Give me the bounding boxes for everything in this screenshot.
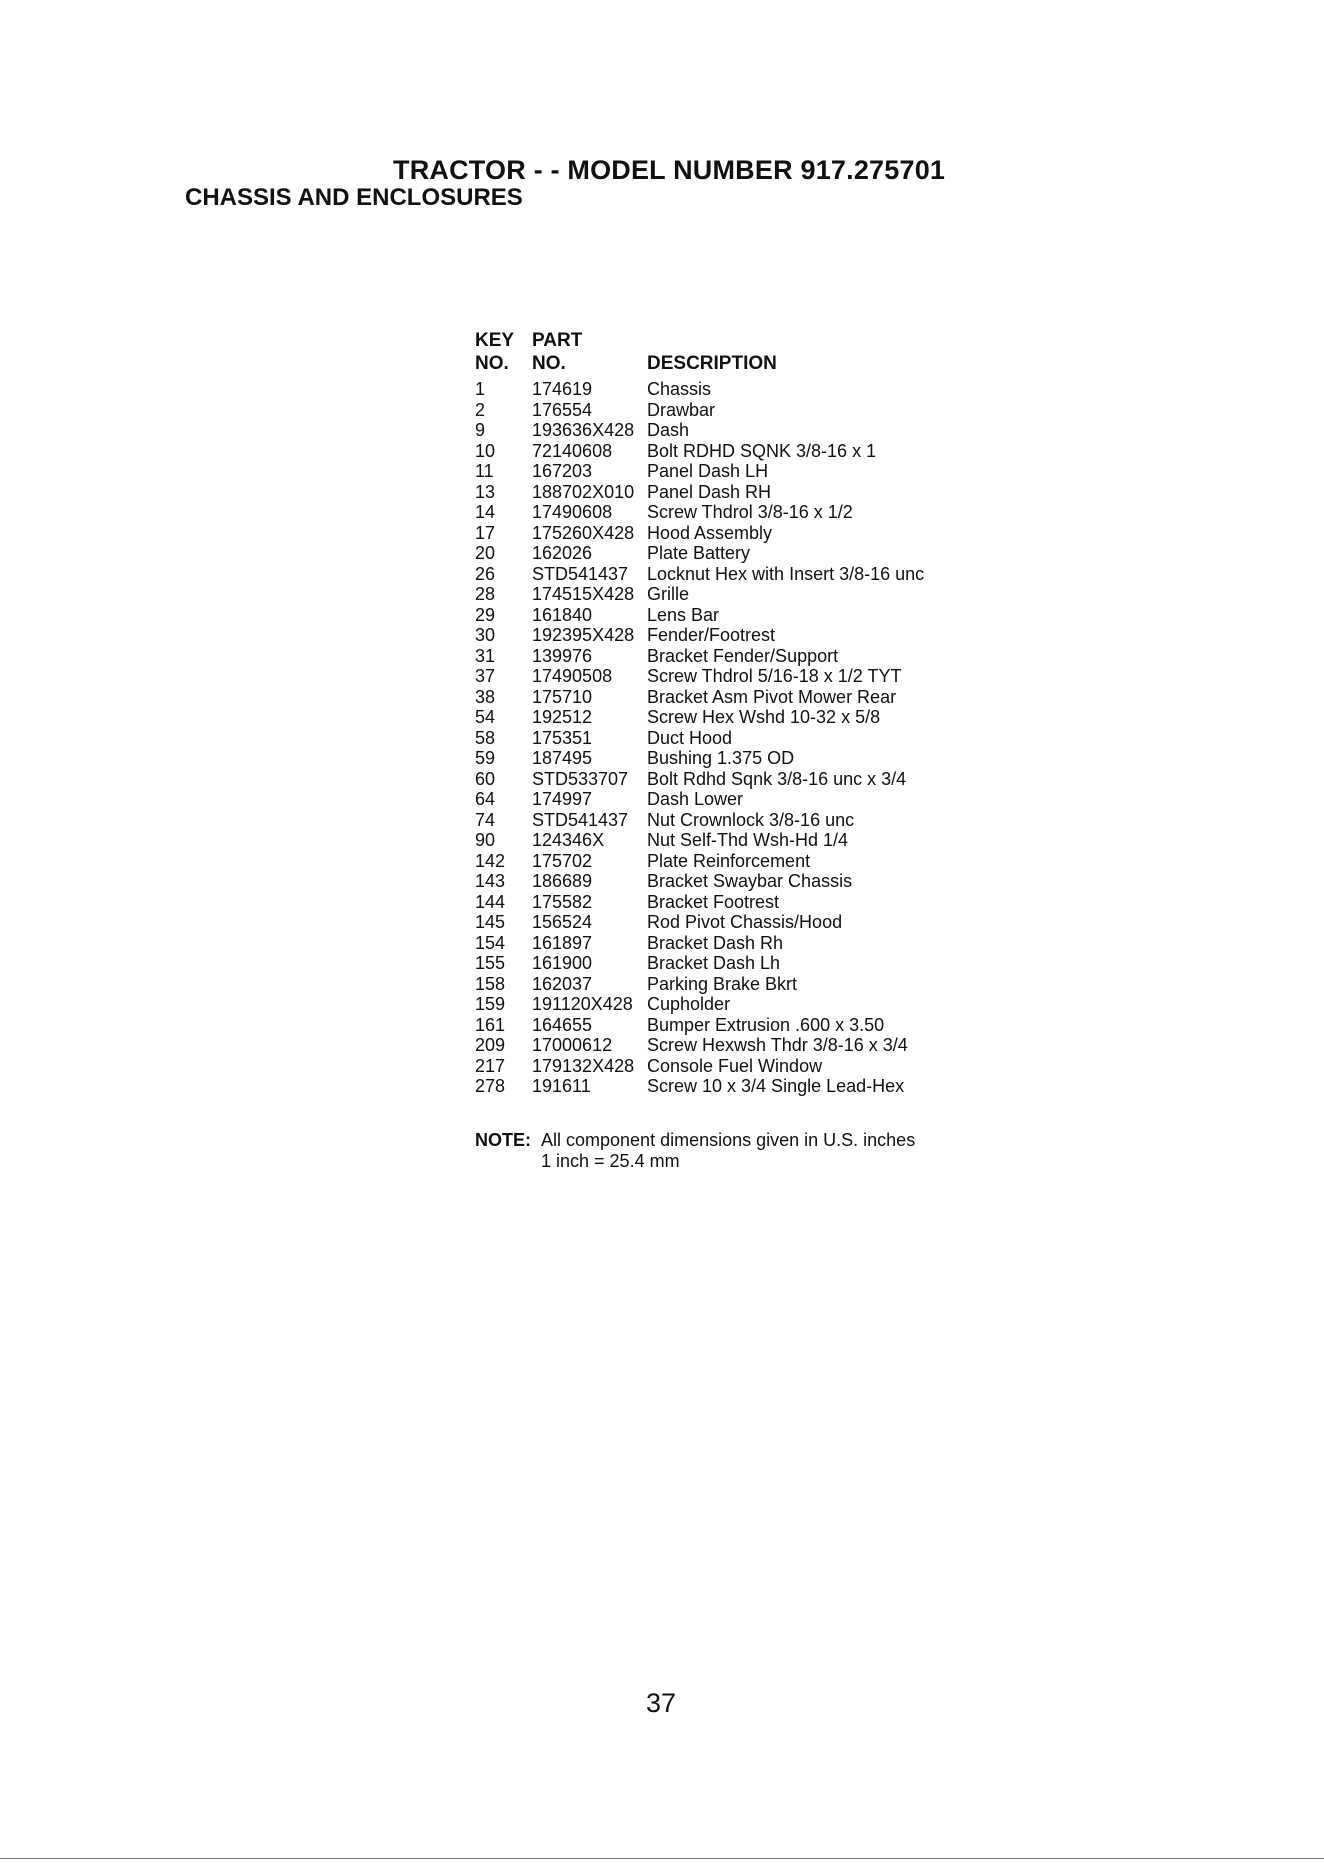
key-cell: 144 (475, 891, 506, 912)
header-part-line2: NO. (532, 353, 566, 374)
key-cell: 10 (475, 440, 496, 461)
key-cell: 14 (475, 502, 496, 522)
key-cell: 37 (475, 666, 496, 686)
header-key-line2: NO. (475, 353, 509, 374)
description-cell: Locknut Hex with Insert 3/8-16 unc (647, 563, 925, 584)
table-row (475, 974, 924, 995)
parts-table (475, 330, 924, 1097)
part-number-cell: 17490508 (532, 666, 613, 686)
header-part-line1: PART (532, 330, 583, 351)
key-cell: 1 (475, 379, 486, 399)
table-row (475, 1035, 924, 1056)
key-cell: 17 (475, 522, 496, 543)
key-cell: 31 (475, 645, 496, 666)
table-row (475, 789, 924, 810)
table-row (475, 810, 924, 831)
key-cell: 38 (475, 686, 496, 707)
bottom-rule (0, 1858, 1324, 1859)
key-cell: 30 (475, 625, 496, 645)
key-cell: 145 (475, 912, 506, 932)
header-key-line1: KEY (475, 330, 515, 351)
key-cell: 74 (475, 809, 496, 830)
key-cell: 161 (475, 1014, 506, 1035)
key-cell: 90 (475, 830, 496, 850)
description-cell: Lens Bar (647, 604, 720, 625)
description-cell: Dash Lower (647, 789, 744, 809)
description-cell: Duct Hood (647, 727, 733, 748)
table-row (475, 482, 924, 503)
table-row (475, 953, 924, 974)
table-row (475, 994, 924, 1015)
table-row (475, 625, 924, 646)
part-number-cell: 188702X010 (532, 481, 635, 502)
part-number-cell: 162037 (532, 973, 593, 994)
part-number-cell: 191611 (532, 1076, 591, 1096)
key-cell: 26 (475, 563, 496, 584)
parts-table-header (475, 330, 924, 376)
part-number-cell: 174997 (532, 789, 593, 809)
part-number-cell: 175351 (532, 727, 593, 748)
key-cell: 155 (475, 953, 506, 973)
key-cell: 54 (475, 707, 496, 727)
key-cell: 58 (475, 727, 496, 748)
key-cell: 158 (475, 973, 506, 994)
page-number: 37 (646, 1688, 677, 1718)
part-number-cell: STD533707 (532, 768, 629, 789)
description-cell: Screw Thdrol 5/16-18 x 1/2 TYT (647, 666, 902, 686)
table-row (475, 1076, 924, 1097)
table-row (475, 687, 924, 708)
description-cell: Bracket Footrest (647, 891, 780, 912)
table-row (475, 1056, 924, 1077)
description-cell: Screw Thdrol 3/8-16 x 1/2 (647, 502, 853, 522)
part-number-cell: 162026 (532, 543, 593, 563)
key-cell: 11 (475, 461, 494, 481)
key-cell: 59 (475, 748, 496, 768)
description-cell: Rod Pivot Chassis/Hood (647, 912, 843, 932)
part-number-cell: 191120X428 (532, 994, 633, 1014)
table-row (475, 523, 924, 544)
description-cell: Bracket Asm Pivot Mower Rear (647, 686, 897, 707)
description-cell: Bracket Dash Rh (647, 932, 784, 953)
part-number-cell: 174515X428 (532, 584, 635, 604)
part-number-cell: 179132X428 (532, 1055, 635, 1076)
description-cell: Cupholder (647, 994, 731, 1014)
key-cell: 209 (475, 1035, 506, 1055)
table-row (475, 728, 924, 749)
table-row (475, 769, 924, 790)
table-row (475, 543, 924, 564)
part-number-cell: 192395X428 (532, 625, 635, 645)
description-cell: Screw Hexwsh Thdr 3/8-16 x 3/4 (647, 1035, 908, 1055)
table-row (475, 830, 924, 851)
table-row (475, 851, 924, 872)
part-number-cell: 17000612 (532, 1035, 613, 1055)
table-row (475, 871, 924, 892)
key-cell: 20 (475, 543, 496, 563)
table-row (475, 666, 924, 687)
note-line1: All component dimensions given in U.S. inches (541, 1130, 916, 1150)
table-row (475, 502, 924, 523)
part-number-cell: 72140608 (532, 440, 613, 461)
description-cell: Bracket Swaybar Chassis (647, 871, 853, 891)
table-row (475, 564, 924, 585)
part-number-cell: STD541437 (532, 563, 629, 584)
header-description: DESCRIPTION (647, 353, 777, 374)
part-number-cell: 161840 (532, 604, 593, 625)
key-cell: 143 (475, 871, 506, 891)
description-cell: Grille (647, 584, 690, 604)
key-cell: 64 (475, 789, 496, 809)
description-cell: Nut Crownlock 3/8-16 unc (647, 809, 855, 830)
key-cell: 278 (475, 1076, 506, 1096)
key-cell: 154 (475, 932, 506, 953)
table-row (475, 400, 924, 421)
note-block (475, 1130, 915, 1172)
part-number-cell: 167203 (532, 461, 593, 481)
table-row (475, 584, 924, 605)
part-number-cell: 176554 (532, 399, 593, 420)
part-number-cell: 187495 (532, 748, 593, 768)
part-number-cell: 174619 (532, 379, 593, 399)
part-number-cell: 156524 (532, 912, 593, 932)
part-number-cell: 161897 (532, 932, 593, 953)
description-cell: Drawbar (647, 399, 716, 420)
part-number-cell: STD541437 (532, 809, 629, 830)
description-cell: Hood Assembly (647, 522, 773, 543)
part-number-cell: 192512 (532, 707, 593, 727)
part-number-cell: 186689 (532, 871, 593, 891)
table-row (475, 441, 924, 462)
table-row (475, 912, 924, 933)
table-row (475, 646, 924, 667)
key-cell: 13 (475, 481, 496, 502)
table-row (475, 379, 924, 400)
description-cell: Bracket Fender/Support (647, 645, 839, 666)
key-cell: 28 (475, 584, 496, 604)
description-cell: Screw 10 x 3/4 Single Lead-Hex (647, 1076, 905, 1096)
table-row (475, 1015, 924, 1036)
description-cell: Panel Dash LH (647, 461, 769, 481)
part-number-cell: 193636X428 (532, 420, 635, 440)
key-cell: 9 (475, 420, 486, 440)
table-row (475, 420, 924, 441)
part-number-cell: 124346X (532, 830, 605, 850)
part-number-cell: 139976 (532, 645, 593, 666)
key-cell: 29 (475, 604, 496, 625)
key-cell: 2 (475, 399, 486, 420)
table-row (475, 605, 924, 626)
table-row (475, 892, 924, 913)
key-cell: 60 (475, 768, 496, 789)
description-cell: Console Fuel Window (647, 1055, 823, 1076)
description-cell: Nut Self-Thd Wsh-Hd 1/4 (647, 830, 849, 850)
description-cell: Bracket Dash Lh (647, 953, 781, 973)
table-row (475, 933, 924, 954)
section-subtitle: CHASSIS AND ENCLOSURES (185, 184, 523, 211)
description-cell: Plate Reinforcement (647, 850, 811, 871)
description-cell: Dash (647, 420, 690, 440)
description-cell: Plate Battery (647, 543, 751, 563)
key-cell: 159 (475, 994, 506, 1014)
part-number-cell: 175582 (532, 891, 593, 912)
key-cell: 142 (475, 850, 506, 871)
description-cell: Bolt RDHD SQNK 3/8-16 x 1 (647, 440, 877, 461)
description-cell: Parking Brake Bkrt (647, 973, 798, 994)
description-cell: Bumper Extrusion .600 x 3.50 (647, 1014, 885, 1035)
part-number-cell: 17490608 (532, 502, 613, 522)
table-row (475, 748, 924, 769)
note-line2: 1 inch = 25.4 mm (541, 1151, 680, 1171)
parts-table-body (475, 379, 924, 1097)
description-cell: Chassis (647, 379, 712, 399)
description-cell: Screw Hex Wshd 10-32 x 5/8 (647, 707, 881, 727)
note-label: NOTE: (475, 1130, 531, 1150)
table-row (475, 707, 924, 728)
description-cell: Panel Dash RH (647, 481, 772, 502)
page-title: TRACTOR - - MODEL NUMBER 917.275701 (393, 155, 946, 185)
description-cell: Bolt Rdhd Sqnk 3/8-16 unc x 3/4 (647, 768, 907, 789)
description-cell: Bushing 1.375 OD (647, 748, 795, 768)
table-row (475, 461, 924, 482)
part-number-cell: 175710 (532, 686, 593, 707)
part-number-cell: 161900 (532, 953, 593, 973)
part-number-cell: 175260X428 (532, 522, 635, 543)
description-cell: Fender/Footrest (647, 625, 776, 645)
key-cell: 217 (475, 1055, 506, 1076)
part-number-cell: 164655 (532, 1014, 593, 1035)
part-number-cell: 175702 (532, 850, 593, 871)
